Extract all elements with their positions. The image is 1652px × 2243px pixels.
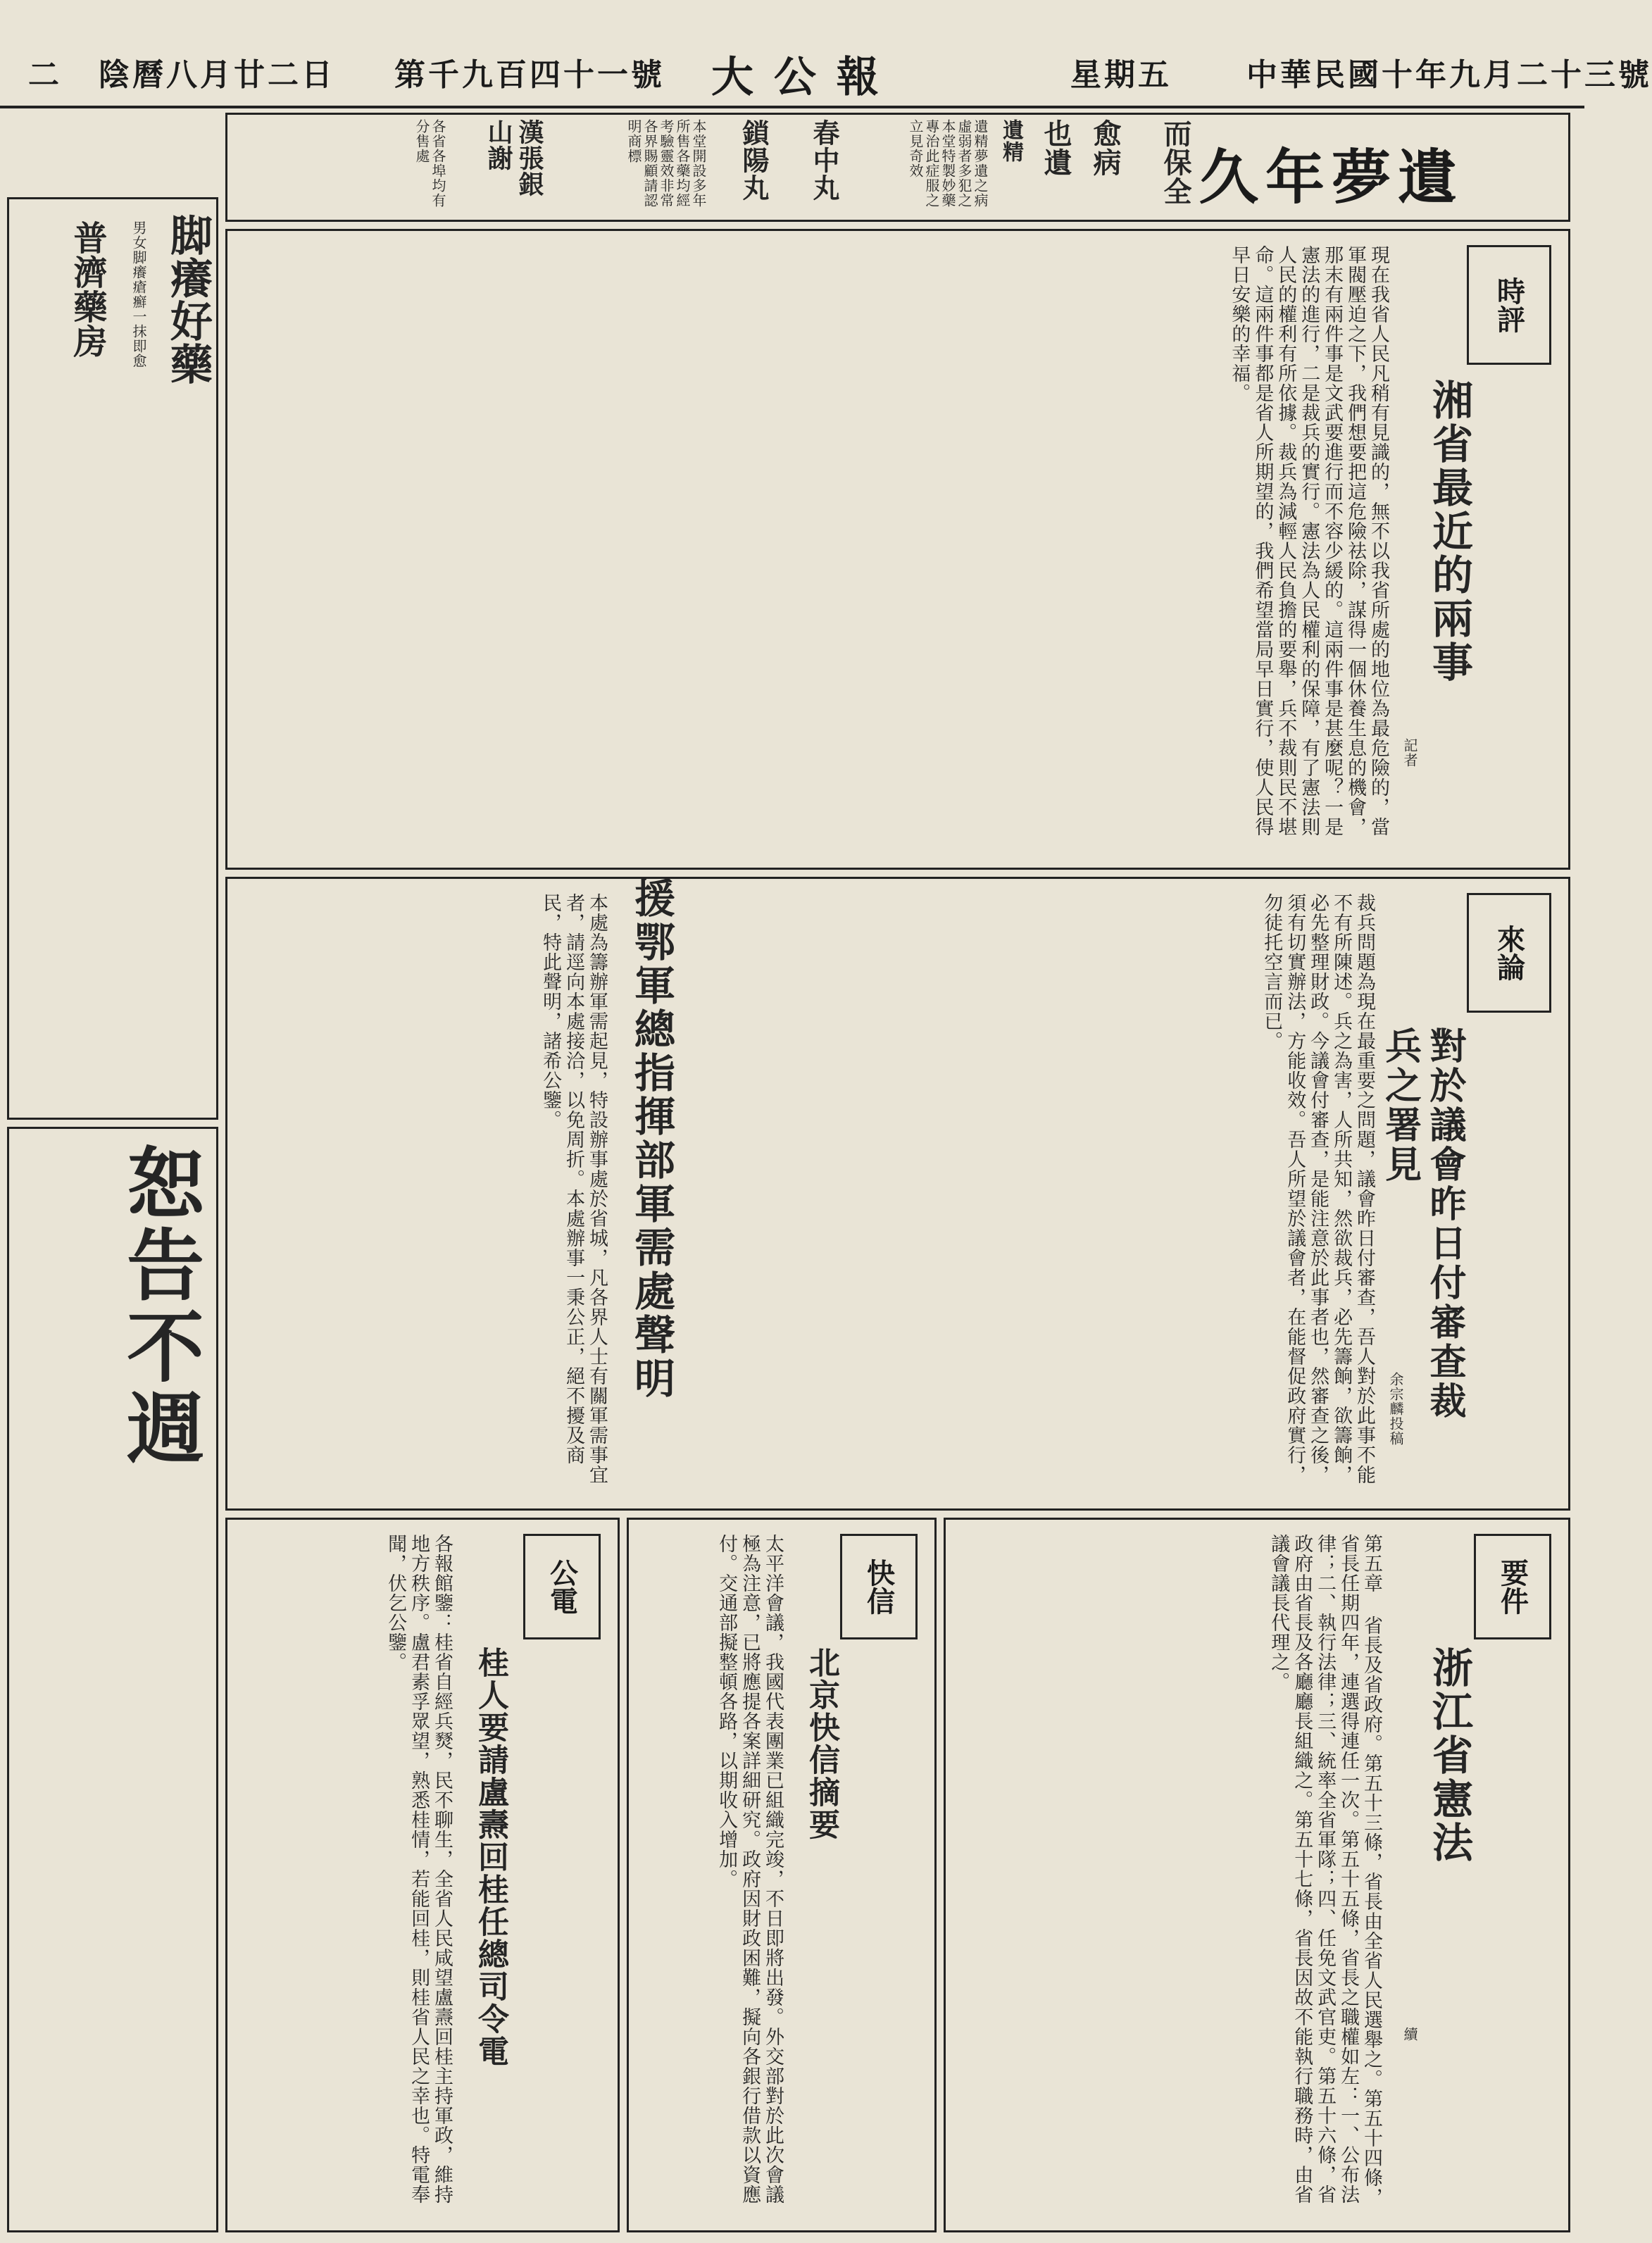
commentary-body: 裁兵問題為現在最重要之問題，議會昨日付審查，吾人對於此事不能不有所陳述。兵之為害，人所共知，然欲裁兵，必先籌餉，欲籌餉，必先整理財政。今議會付審查，是能注意於此事者也，然審查之後，須有切實辦法，方能收效。吾人所望於議會者，在能督促政府實行，勿徒托空言而已。	[1260, 893, 1375, 1485]
quick-news-headline: 北京快信摘要	[803, 1647, 839, 1841]
ad-col-4: 遺精	[999, 119, 1023, 163]
quick-news-box	[627, 1518, 937, 2232]
editorial-box	[225, 229, 1570, 870]
commentary-byline: 余宗麟投稿	[1387, 1372, 1404, 1446]
quick-news-body: 太平洋會議，我國代表團業已組織完竣，不日即將出發。外交部對於此次會議極為注意，已將應提各案詳細研究。政府因財政困難，擬向各銀行借款以資應付。交通部擬整頓各路，以期收入增加。	[715, 1534, 784, 2204]
left-ad-2-title: 普濟藥房	[68, 220, 107, 358]
quick-news-tag: 快信	[840, 1534, 918, 1639]
masthead	[0, 42, 1652, 108]
ad-sellers: 漢張銀山謝	[484, 119, 544, 197]
masthead-lunar-date: 陰曆八月廿二日	[99, 57, 335, 93]
masthead-date: 中華民國十年九月二十三號	[1246, 57, 1652, 93]
ad-body-a: 遺精夢遺之病虛弱者多犯之本堂特製妙藥專治此症服之立見奇效	[907, 119, 989, 208]
commentary-headline: 對於議會昨日付審查裁兵之署見	[1378, 1027, 1466, 1421]
ad-col-1: 而保全	[1159, 119, 1192, 206]
telegraph-headline: 桂人要請盧燾回桂任總司令電	[473, 1647, 508, 2068]
constitution-tag: 要件	[1474, 1534, 1551, 1639]
telegraph-box	[225, 1518, 620, 2232]
masthead-issue-number: 第千九百四十一號	[394, 57, 665, 93]
editorial-tag: 時評	[1467, 245, 1551, 365]
military-body: 本處為籌辦軍需起見，特設辦事處於省城，凡各界人士有關軍需事宜者，請逕向本處接洽，以免周折。本處辦事一秉公正，絕不擾及商民，特此聲明，諸希公鑒。	[539, 893, 608, 1485]
military-headline: 援鄂軍總指揮部軍需處聲明	[627, 877, 675, 1401]
editorial-byline: 記者	[1401, 738, 1418, 768]
editorial-body: 現在我省人民凡稍有見識的，無不以我省所處的地位為最危險的，當軍閥壓迫之下，我們想要把這危險祛除，謀得一個休養生息的機會，那末有兩件事是文武要進行而不容少緩的。這兩件事是甚麼呢？一是憲法的進行，二是裁兵的實行。憲法為人民權利的保障，有了憲法則人民的權利有所依據。裁兵為減輕人民負擔的要舉，兵不裁則民不堪命。這兩件事都是省人所期望的，我們希望當局早日實行，使人民得早日安樂的幸福。	[1228, 245, 1389, 837]
constitution-note: 續	[1401, 2027, 1418, 2042]
ad-product-1: 春中丸	[808, 119, 840, 201]
left-ad-1-title: 脚癢好藥	[163, 213, 213, 385]
ad-side-note: 各省各埠均有分售處	[413, 119, 446, 208]
ad-title: 久年夢遺	[1199, 142, 1465, 212]
commentary-tag: 來論	[1467, 893, 1551, 1013]
masthead-page-number: 二	[28, 57, 62, 93]
constitution-headline: 浙江省憲法	[1425, 1647, 1473, 1865]
left-ad-1-sub: 男女脚癢瘡癬一抹即愈	[130, 220, 147, 368]
telegraph-body: 各報館鑒：桂省自經兵燹，民不聊生，全省人民咸望盧燾回桂主持軍政，維持地方秩序。盧君素孚眾望，熟悉桂情，若能回桂，則桂省人民之幸也。特電奉聞，伏乞公鑒。	[384, 1534, 453, 2204]
masthead-weekday: 星期五	[1070, 57, 1172, 93]
editorial-headline: 湘省最近的兩事	[1425, 379, 1473, 685]
masthead-paper-name: 大 公 報	[711, 53, 882, 102]
ad-col-2: 愈病	[1089, 119, 1122, 177]
top-advertisement	[225, 113, 1570, 222]
telegraph-tag: 公電	[523, 1534, 601, 1639]
constitution-body: 第五章 省長及省政府。第五十三條，省長由全省人民選舉之。第五十四條，省長任期四年，連選得連任一次。第五十五條，省長之職權如左：一、公布法律；二、執行法律；三、統率全省軍隊；四、任免文武官吏。第五十六條，省政府由省長及各廳廳長組織之。第五十七條，省長因故不能執行職務時，由省議會議長代理之。	[1268, 1534, 1382, 2207]
left-ad-bottom	[7, 1127, 218, 2232]
left-ad-3-title: 恕告不週	[114, 1143, 205, 1470]
commentary-box	[225, 877, 1570, 1511]
ad-product-2: 鎖陽丸	[738, 119, 770, 201]
left-ad-top	[7, 197, 218, 1120]
constitution-box	[944, 1518, 1570, 2232]
ad-col-3: 也遺	[1039, 119, 1072, 177]
ad-body-b: 本堂開設多年所售各藥均經考驗靈效非常各界賜顧請認明商標	[625, 119, 707, 208]
